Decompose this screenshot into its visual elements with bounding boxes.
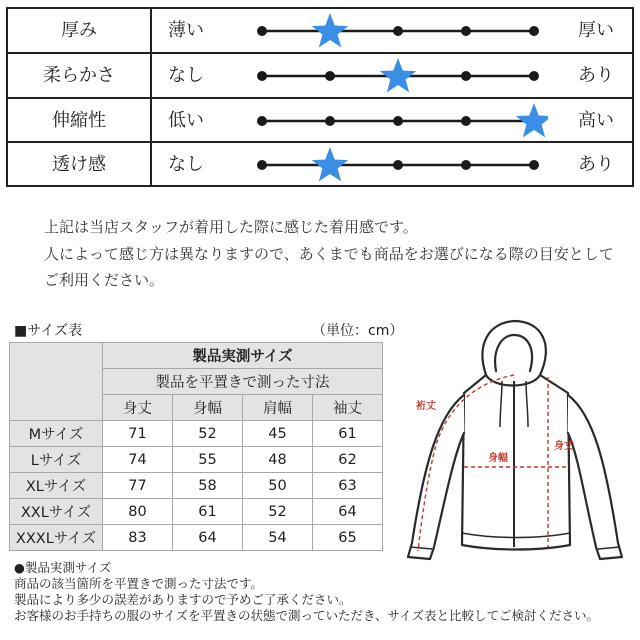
- size-value: 83: [103, 525, 173, 551]
- texture-table: [6, 7, 634, 187]
- size-value: 74: [103, 447, 173, 473]
- scale-dot: [529, 26, 539, 36]
- rating-star-icon: [380, 58, 416, 92]
- size-value: 48: [243, 447, 313, 473]
- sleeve-label: 裄丈: [416, 401, 436, 412]
- size-name: XLサイズ: [10, 473, 103, 499]
- table-row: [10, 499, 383, 525]
- fit-note: [44, 214, 614, 294]
- size-value: 77: [103, 473, 173, 499]
- size-value: 50: [243, 473, 313, 499]
- size-value: 58: [173, 473, 243, 499]
- size-value: 80: [103, 499, 173, 525]
- footnote-line: お客様のお手持ちの服のサイズを平置きの状態で測っていただき、サイズ表と比較してご検討ください。: [14, 608, 600, 623]
- size-table: [9, 342, 383, 551]
- texture-label: 透け感: [52, 154, 106, 175]
- scale-dot: [461, 116, 471, 126]
- rating-star-icon: [312, 13, 348, 47]
- texture-row-stretch: [8, 99, 632, 143]
- scale-dot: [529, 71, 539, 81]
- texture-left-label: 低い: [168, 110, 204, 131]
- note-line: 上記は当店スタッフが着用した際に感じた着用感です。: [44, 218, 418, 236]
- size-value: 62: [313, 447, 383, 473]
- column-header: 袖丈: [313, 395, 383, 421]
- unit-label: （単位：cm）: [312, 323, 404, 339]
- texture-left-label: 薄い: [168, 20, 204, 41]
- size-value: 52: [243, 499, 313, 525]
- size-name: Lサイズ: [10, 447, 103, 473]
- size-table-title: ■サイズ表: [14, 323, 83, 339]
- scale-dot: [257, 71, 267, 81]
- corner-cell: [10, 343, 103, 421]
- size-value: 45: [243, 421, 313, 447]
- size-value: 55: [173, 447, 243, 473]
- hood-opening: [495, 335, 532, 371]
- scale-dot: [325, 71, 335, 81]
- hoodie-left-sleeve: [408, 395, 464, 559]
- header-sub: 製品を平置きで測った寸法: [103, 369, 383, 395]
- table-row: [10, 525, 383, 551]
- size-name: Mサイズ: [10, 421, 103, 447]
- column-header: 身丈: [103, 395, 173, 421]
- scale-dot: [257, 116, 267, 126]
- texture-scale: [248, 9, 548, 53]
- scale-dot: [325, 116, 335, 126]
- column-header: 肩幅: [243, 395, 313, 421]
- size-value: 63: [313, 473, 383, 499]
- scale-dot: [257, 160, 267, 170]
- texture-scale: [248, 143, 548, 187]
- note-line: ご利用ください。: [44, 271, 165, 289]
- texture-row-thickness: [8, 9, 632, 53]
- texture-right-label: あり: [578, 65, 614, 86]
- scale-dot: [461, 71, 471, 81]
- texture-left-label: なし: [168, 154, 204, 175]
- column-header: 身幅: [173, 395, 243, 421]
- texture-label: 厚み: [61, 20, 97, 41]
- size-value: 64: [313, 499, 383, 525]
- header-main: 製品実測サイズ: [103, 343, 383, 369]
- scale-dot: [393, 116, 403, 126]
- width-label: 身幅: [488, 453, 508, 464]
- size-value: 54: [243, 525, 313, 551]
- length-label: 身丈: [554, 441, 574, 452]
- size-value: 61: [313, 421, 383, 447]
- size-value: 65: [313, 525, 383, 551]
- note-line: 人によって感じ方は異なりますので、あくまでも商品をお選びになる際の目安として: [44, 244, 614, 263]
- scale-dot: [461, 26, 471, 36]
- footnote-line: 製品により多少の誤差がありますので予めご了承ください。: [14, 592, 352, 607]
- table-row: [10, 447, 383, 473]
- size-value: 64: [173, 525, 243, 551]
- size-value: 61: [173, 499, 243, 525]
- texture-right-label: あり: [578, 154, 614, 175]
- texture-row-softness: [8, 54, 632, 98]
- texture-right-label: 高い: [578, 110, 614, 131]
- hoodie-body: [462, 375, 570, 550]
- texture-label: 柔らかさ: [43, 65, 115, 86]
- scale-dot: [393, 160, 403, 170]
- size-name: XXLサイズ: [10, 499, 103, 525]
- texture-scale: [248, 54, 548, 98]
- rating-star-icon: [312, 147, 348, 181]
- scale-dot: [529, 160, 539, 170]
- hoodie-right-sleeve: [568, 395, 622, 559]
- scale-dot: [461, 160, 471, 170]
- footnote-line: ●製品実測サイズ: [14, 560, 112, 575]
- hoodie-measurement-diagram: [398, 315, 630, 575]
- texture-label: 伸縮性: [52, 110, 106, 131]
- size-name: XXXLサイズ: [10, 525, 103, 551]
- scale-dot: [257, 26, 267, 36]
- table-row: [10, 473, 383, 499]
- scale-dot: [393, 26, 403, 36]
- texture-row-sheerness: [8, 143, 632, 187]
- texture-left-label: なし: [168, 65, 204, 86]
- texture-right-label: 厚い: [578, 20, 614, 41]
- size-value: 52: [173, 421, 243, 447]
- table-row: [10, 421, 383, 447]
- footnote-line: 商品の該当箇所を平置きで測った寸法です。: [14, 576, 264, 591]
- texture-scale: [248, 99, 548, 143]
- size-value: 71: [103, 421, 173, 447]
